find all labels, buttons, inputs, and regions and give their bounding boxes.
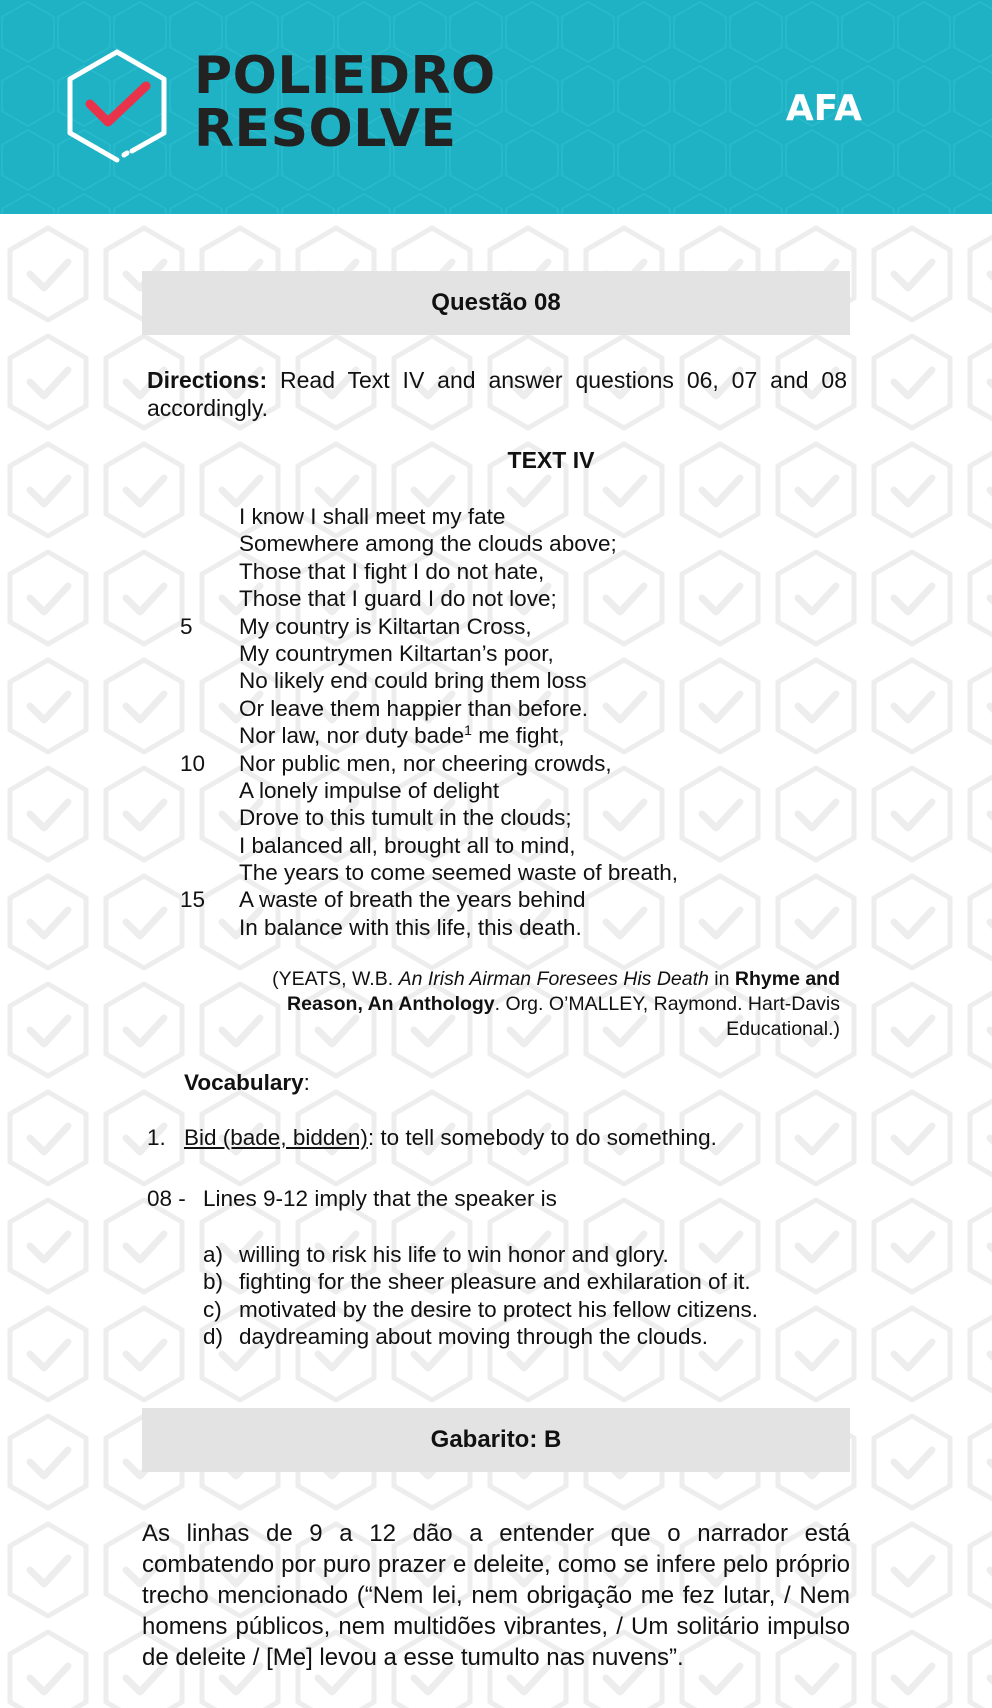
citation-in: in: [708, 968, 735, 990]
poem-line-text-part: Those that I fight I do not hate,: [239, 558, 545, 584]
poem-line-text-part: My country is Kiltartan Cross,: [239, 613, 532, 639]
poem-line-text: [239, 750, 612, 777]
option-text: daydreaming about moving through the clouds.: [239, 1324, 709, 1350]
question-stem: [147, 1186, 557, 1212]
poem-line-text: [239, 530, 617, 557]
poem-line-text: [239, 777, 499, 804]
poem-line-text-part: A waste of breath the years behind: [239, 887, 586, 913]
option-letter: d): [203, 1324, 224, 1350]
poem-line-text-part: Nor public men, nor cheering crowds,: [239, 750, 612, 776]
poem-line-text: [239, 804, 572, 831]
option-a: [203, 1241, 758, 1268]
poem-line-text: [239, 558, 544, 585]
poem-line-text: [239, 613, 532, 640]
option-text: willing to risk his life to win honor and glory.: [239, 1242, 669, 1267]
citation-publisher: . Org. O’MALLEY, Raymond. Hart-Davis Educational.): [494, 993, 840, 1040]
line-number: 15: [180, 887, 206, 913]
poem-line-text: [239, 640, 554, 667]
answer-explanation: As linhas de 9 a 12 dão a entender que o narrador está combatendo por puro prazer e deleite, como se infere pelo próprio trecho mencionado (“Nem lei, nem obrigação me fez lutar, / Nem homens públicos, nem multidões vibrantes, / Um solitário impulso de deleite / [Me] levou a esse tumulto nas nuvens”.: [142, 1520, 850, 1671]
option-letter: c): [203, 1296, 222, 1322]
option-c: [203, 1296, 758, 1323]
citation-author: (YEATS, W.B.: [272, 968, 399, 990]
directions-text: Read Text IV and answer questions 06, 07 and 08 accordingly.: [147, 367, 847, 421]
poem-line-text-part: In balance with this life, this death.: [239, 914, 582, 940]
exam-label: AFA: [785, 88, 862, 129]
brand-line-2: RESOLVE: [194, 99, 457, 159]
answer-options: [203, 1241, 758, 1351]
poem-line-text-part: Somewhere among the clouds above;: [239, 531, 617, 557]
poem-line-text: [239, 585, 557, 612]
vocabulary-definition: : to tell somebody to do something.: [367, 1125, 717, 1150]
question-text: Lines 9-12 imply that the speaker is: [203, 1186, 557, 1211]
poem-line-text: [239, 914, 582, 941]
option-letter: a): [203, 1242, 224, 1267]
poem-line-text-part: me fight,: [471, 723, 565, 749]
citation-book-title: Rhyme and Reason, An Anthology: [287, 968, 840, 1015]
vocabulary-label: [184, 1070, 310, 1096]
directions-label: Directions:: [147, 367, 268, 393]
line-number: 10: [180, 750, 206, 776]
poem-line-text: [239, 886, 585, 913]
poem-line-text-part: Or leave them happier than before.: [239, 695, 588, 721]
option-text: motivated by the desire to protect his fellow citizens.: [239, 1296, 758, 1322]
option-d: [203, 1323, 758, 1350]
option-letter: b): [203, 1269, 224, 1295]
poem-line-text-part: Those that I guard I do not love;: [239, 586, 557, 612]
footnote-marker: 1: [464, 722, 472, 739]
answer-banner: Gabarito: B: [142, 1408, 850, 1472]
directions: [147, 366, 847, 422]
vocabulary-item-number: 1.: [147, 1125, 166, 1150]
brand-line-1: POLIEDRO: [194, 46, 496, 106]
poem-line-text-part: A lonely impulse of delight: [239, 777, 500, 803]
text-title: TEXT IV: [507, 447, 595, 473]
vocabulary-heading: Vocabulary: [184, 1070, 304, 1095]
poem-line-text-part: Nor law, nor duty bade: [239, 723, 465, 749]
poem-line-text: [239, 667, 587, 694]
poem-line-text-part: The years to come seemed waste of breath,: [239, 860, 678, 886]
poem-line-text: [239, 722, 564, 749]
poem-line-text-part: My countrymen Kiltartan’s poor,: [239, 640, 554, 666]
vocabulary-term: Bid (bade, bidden): [184, 1125, 368, 1150]
vocabulary-item: [147, 1125, 717, 1151]
poem-line-text-part: I balanced all, brought all to mind,: [239, 832, 576, 858]
poem-line-text: [239, 859, 678, 886]
citation: [220, 967, 840, 1042]
option-text: fighting for the sheer pleasure and exhilaration of it.: [239, 1269, 751, 1295]
poem-line-text-part: I know I shall meet my fate: [239, 504, 506, 529]
poem-line-text: [239, 503, 505, 530]
vocabulary-colon: :: [303, 1070, 310, 1095]
poem-line-text: [239, 832, 575, 859]
citation-poem-title: An Irish Airman Foresees His Death: [398, 968, 709, 990]
poem-line-text: [239, 695, 588, 722]
poem-line-text-part: No likely end could bring them loss: [239, 668, 587, 694]
question-number: 08 -: [147, 1186, 186, 1211]
question-banner: Questão 08: [142, 271, 850, 335]
line-number: 5: [180, 613, 193, 639]
option-b: [203, 1268, 758, 1295]
poem-line-text-part: Drove to this tumult in the clouds;: [239, 805, 572, 831]
